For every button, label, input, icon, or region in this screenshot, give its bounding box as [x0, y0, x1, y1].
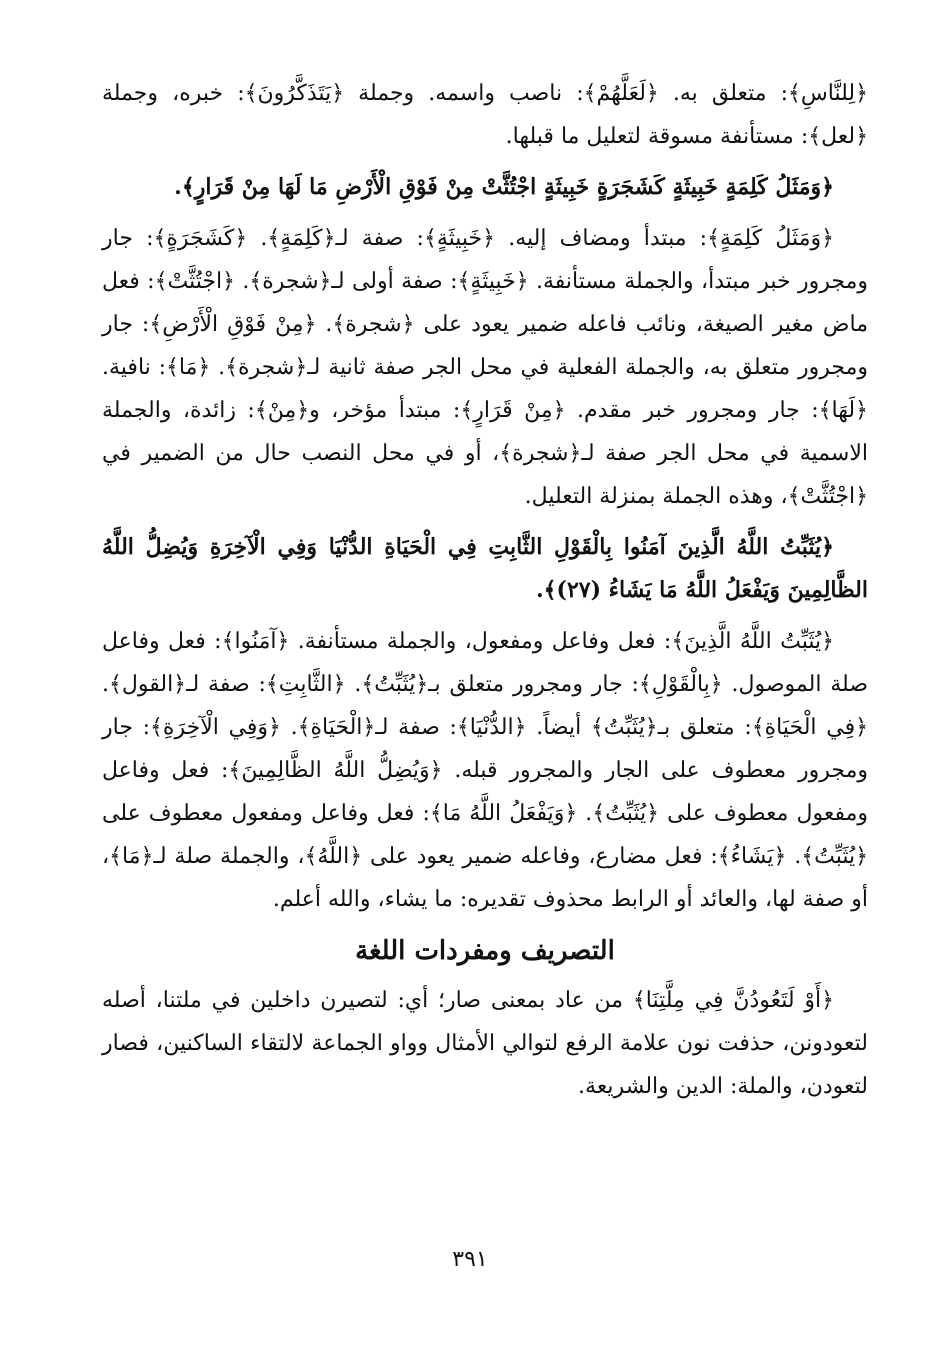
paragraph-1: ﴿لِلنَّاسِ﴾: متعلق به. ﴿لَعَلَّهُمْ﴾: ناصب واسمه. وجملة ﴿يَتَذَكَّرُونَ﴾: خبره، وجملة ﴿لعل﴾: مستأنفة مسوقة لتعليل ما قبلها. — [102, 81, 868, 149]
verse-quote-1: ﴿وَمَثَلُ كَلِمَةٍ خَبِيثَةٍ كَشَجَرَةٍ خَبِيثَةٍ اجْتُثَّتْ مِنْ فَوْقِ الْأَرْضِ مَا لَهَا مِنْ قَرَارٍ﴾. — [174, 174, 834, 200]
verse-quote-2: ﴿يُثَبِّتُ اللَّهُ الَّذِينَ آمَنُوا بِالْقَوْلِ الثَّابِتِ فِي الْحَيَاةِ الدُّنْيَا وَفِي الْآخِرَةِ وَيُضِلُّ اللَّهُ الظَّالِمِينَ وَيَفْعَلُ اللَّهُ مَا يَشَاءُ (٢٧)﴾. — [102, 534, 868, 603]
page-body — [102, 72, 868, 1108]
paragraph-3: ﴿يُثَبِّتُ اللَّهُ الَّذِينَ﴾: فعل وفاعل ومفعول، والجملة مستأنفة. ﴿آمَنُوا﴾: فعل وفاعل صلة الموصول. ﴿بِالْقَوْلِ﴾: جار ومجرور متعلق بـ﴿يُثَبِّتُ﴾. ﴿الثَّابِتِ﴾: صفة لـ﴿القول﴾. ﴿فِي الْحَيَاةِ﴾: متعلق بـ﴿يُثَبِّتُ﴾ أيضاً. ﴿الدُّنْيَا﴾: صفة لـ﴿الْحَيَاةِ﴾. ﴿وَفِي الْآخِرَةِ﴾: جار ومجرور معطوف على الجار والمجرور قبله. ﴿وَيُضِلُّ اللَّهُ الظَّالِمِينَ﴾: فعل وفاعل ومفعول معطوف على ﴿يُثَبِّتُ﴾. ﴿وَيَفْعَلُ اللَّهُ مَا﴾: فعل وفاعل ومفعول معطوف على ﴿يُثَبِّتُ﴾. ﴿يَشَاءُ﴾: فعل مضارع، وفاعله ضمير يعود على ﴿اللَّهُ﴾، والجملة صلة لـ﴿مَا﴾، أو صفة لها، والعائد أو الرابط محذوف تقديره: ما يشاء، والله أعلم. — [102, 629, 868, 912]
page-number: ٣٩١ — [452, 1247, 488, 1272]
section-heading: التصريف ومفردات اللغة — [355, 936, 615, 966]
paragraph-2: ﴿وَمَثَلُ كَلِمَةٍ﴾: مبتدأ ومضاف إليه. ﴿خَبِيثَةٍ﴾: صفة لـ﴿كَلِمَةٍ﴾. ﴿كَشَجَرَةٍ﴾: جار ومجرور خبر مبتدأ، والجملة مستأنفة. ﴿خَبِيثَةٍ﴾: صفة أولى لـ﴿شجرة﴾. ﴿اجْتُثَّتْ﴾: فعل ماض مغير الصيغة، ونائب فاعله ضمير يعود على ﴿شجرة﴾. ﴿مِنْ فَوْقِ الْأَرْضِ﴾: جار ومجرور متعلق به، والجملة الفعلية في محل الجر صفة ثانية لـ﴿شجرة﴾. ﴿مَا﴾: نافية. ﴿لَهَا﴾: جار ومجرور خبر مقدم. ﴿مِنْ قَرَارٍ﴾: مبتدأ مؤخر، و﴿مِنْ﴾: زائدة، والجملة الاسمية في محل الجر صفة لـ﴿شجرة﴾، أو في محل النصب حال من الضمير في ﴿اجْتُثَّتْ﴾، وهذه الجملة بمنزلة التعليل. — [102, 226, 868, 509]
paragraph-4: ﴿أَوْ لَتَعُودُنَّ فِي مِلَّتِنَا﴾ من عاد بمعنى صار؛ أي: لتصيرن داخلين في ملتنا، أصله لتعودونن، حذفت نون علامة الرفع لتوالي الأمثال وواو الجماعة لالتقاء الساكنين، فصار لتعودن، والملة: الدين والشريعة. — [102, 988, 868, 1099]
